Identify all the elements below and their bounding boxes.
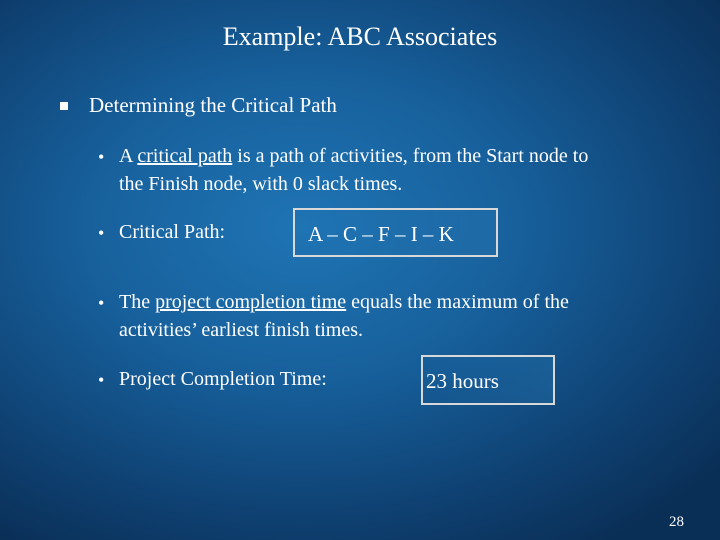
definition-line1: equals the maximum of the (346, 291, 569, 313)
bullet-dot-icon: • (98, 293, 105, 313)
definition-line2: activities’ earliest finish times. (119, 319, 364, 341)
project-completion-term: project completion time (155, 291, 347, 313)
project-completion-definition (119, 288, 569, 344)
bullet-dot-icon: • (98, 147, 105, 167)
slide-title: Example: ABC Associates (222, 22, 498, 51)
page-number: 28 (669, 514, 684, 530)
square-bullet-icon (60, 102, 68, 110)
critical-path-definition (119, 142, 588, 198)
bullet-dot-icon: • (98, 223, 105, 243)
critical-path-label: Critical Path: (119, 221, 226, 243)
prefix-text: A (119, 145, 138, 167)
definition-line2: the Finish node, with 0 slack times. (119, 173, 403, 195)
prefix-text: The (119, 291, 156, 313)
critical-path-term: critical path (137, 145, 233, 167)
completion-time-label: Project Completion Time: (119, 368, 327, 390)
main-bullet-text: Determining the Critical Path (89, 93, 337, 117)
definition-line1: is a path of activities, from the Start node to (232, 145, 589, 167)
completion-time-value-box: 23 hours (421, 355, 555, 405)
critical-path-value-box: A – C – F – I – K (293, 208, 498, 257)
bullet-dot-icon: • (98, 370, 105, 390)
